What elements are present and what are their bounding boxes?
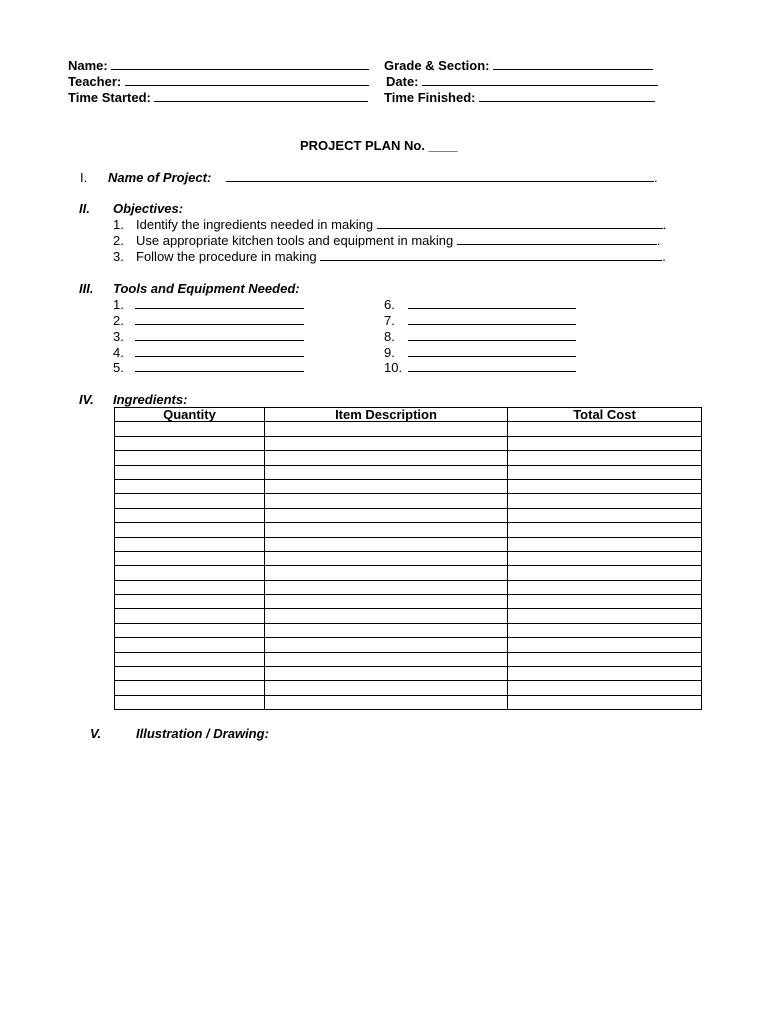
item-description-cell[interactable] (265, 638, 508, 652)
total-cost-cell[interactable] (508, 465, 702, 479)
time-finished-label: Time Finished: (384, 90, 476, 105)
quantity-cell[interactable] (115, 566, 265, 580)
total-cost-cell[interactable] (508, 551, 702, 565)
quantity-cell[interactable] (115, 667, 265, 681)
tool-item (384, 297, 576, 313)
tool-blank[interactable] (408, 313, 576, 325)
item-description-cell[interactable] (265, 623, 508, 637)
tool-number: 1. (113, 297, 124, 312)
quantity-cell[interactable] (115, 451, 265, 465)
tool-item (113, 360, 304, 376)
name-field (68, 58, 369, 74)
quantity-cell[interactable] (115, 695, 265, 709)
tool-number: 3. (113, 329, 124, 344)
quantity-cell[interactable] (115, 436, 265, 450)
page-title: PROJECT PLAN No. ____ (300, 138, 458, 153)
quantity-cell[interactable] (115, 523, 265, 537)
item-description-cell[interactable] (265, 436, 508, 450)
drawing-area[interactable] (90, 748, 700, 998)
section-3-number: III. (79, 281, 94, 296)
tool-blank[interactable] (408, 329, 576, 341)
item-description-cell[interactable] (265, 566, 508, 580)
tool-blank[interactable] (408, 345, 576, 357)
item-description-cell[interactable] (265, 494, 508, 508)
time-started-blank[interactable] (154, 90, 368, 102)
time-started-field (68, 90, 368, 106)
total-cost-cell[interactable] (508, 681, 702, 695)
item-description-cell[interactable] (265, 551, 508, 565)
objective-3-period: . (662, 249, 666, 264)
time-started-label: Time Started: (68, 90, 151, 105)
table-row (115, 695, 702, 709)
total-cost-cell[interactable] (508, 422, 702, 436)
table-row (115, 465, 702, 479)
item-description-cell[interactable] (265, 695, 508, 709)
quantity-cell[interactable] (115, 537, 265, 551)
grade-section-field (384, 58, 653, 74)
tool-number: 8. (384, 329, 395, 344)
item-description-cell[interactable] (265, 422, 508, 436)
tool-blank[interactable] (135, 360, 304, 372)
tool-blank[interactable] (408, 297, 576, 309)
total-cost-cell[interactable] (508, 537, 702, 551)
objective-2 (136, 233, 661, 249)
total-cost-cell[interactable] (508, 595, 702, 609)
section-3-label: Tools and Equipment Needed: (113, 281, 300, 296)
item-description-cell[interactable] (265, 681, 508, 695)
table-row (115, 523, 702, 537)
total-cost-cell[interactable] (508, 695, 702, 709)
total-cost-cell[interactable] (508, 494, 702, 508)
teacher-label: Teacher: (68, 74, 122, 89)
objective-3 (136, 249, 666, 265)
total-cost-cell[interactable] (508, 566, 702, 580)
quantity-cell[interactable] (115, 609, 265, 623)
total-cost-cell[interactable] (508, 638, 702, 652)
objective-2-period: . (656, 233, 661, 248)
tool-item (384, 345, 576, 361)
section-2-label: Objectives: (113, 201, 184, 216)
section-1-label: Name of Project: (108, 170, 212, 185)
quantity-cell[interactable] (115, 681, 265, 695)
item-description-cell[interactable] (265, 609, 508, 623)
tool-number: 10. (384, 360, 403, 375)
tool-blank[interactable] (135, 329, 304, 341)
item-description-cell[interactable] (265, 479, 508, 493)
item-description-cell[interactable] (265, 537, 508, 551)
quantity-cell[interactable] (115, 638, 265, 652)
item-description-cell[interactable] (265, 508, 508, 522)
teacher-field (68, 74, 369, 90)
tool-blank[interactable] (408, 360, 576, 372)
grade-section-label: Grade & Section: (384, 58, 490, 73)
table-row (115, 479, 702, 493)
quantity-cell[interactable] (115, 551, 265, 565)
tool-item (384, 329, 576, 345)
table-row (115, 494, 702, 508)
tool-blank[interactable] (135, 345, 304, 357)
quantity-cell[interactable] (115, 465, 265, 479)
tool-blank[interactable] (135, 297, 304, 309)
project-name-period: . (654, 170, 658, 185)
quantity-cell[interactable] (115, 580, 265, 594)
teacher-blank[interactable] (125, 74, 369, 86)
objective-3-number: 3. (113, 249, 124, 264)
total-cost-cell[interactable] (508, 436, 702, 450)
quantity-cell[interactable] (115, 623, 265, 637)
table-row (115, 508, 702, 522)
objective-1-period: . (662, 217, 667, 232)
objective-3-blank[interactable] (320, 249, 662, 261)
item-description-cell[interactable] (265, 595, 508, 609)
section-4-label: Ingredients: (113, 392, 188, 407)
table-row (115, 422, 702, 436)
total-cost-header: Total Cost (508, 408, 702, 422)
table-row (115, 623, 702, 637)
total-cost-cell[interactable] (508, 523, 702, 537)
tool-number: 4. (113, 345, 124, 360)
time-finished-blank[interactable] (479, 90, 655, 102)
date-field (386, 74, 658, 90)
tool-item (113, 297, 304, 313)
table-header-row (115, 408, 702, 422)
tool-number: 6. (384, 297, 395, 312)
project-name-field (226, 170, 658, 186)
total-cost-cell[interactable] (508, 479, 702, 493)
table-row (115, 580, 702, 594)
objective-1-number: 1. (113, 217, 124, 232)
ingredients-table-body (115, 422, 702, 710)
tool-number: 2. (113, 313, 124, 328)
section-4-number: IV. (79, 392, 94, 407)
objective-2-text: Use appropriate kitchen tools and equipment in making (136, 233, 454, 248)
objective-2-blank[interactable] (457, 233, 657, 245)
tool-number: 7. (384, 313, 395, 328)
tool-item (113, 329, 304, 345)
table-row (115, 436, 702, 450)
item-description-cell[interactable] (265, 465, 508, 479)
item-description-cell[interactable] (265, 451, 508, 465)
name-blank[interactable] (111, 58, 369, 70)
total-cost-cell[interactable] (508, 652, 702, 666)
table-row (115, 595, 702, 609)
total-cost-cell[interactable] (508, 623, 702, 637)
total-cost-cell[interactable] (508, 508, 702, 522)
quantity-cell[interactable] (115, 422, 265, 436)
tool-item (113, 345, 304, 361)
table-row (115, 681, 702, 695)
date-blank[interactable] (422, 74, 658, 86)
objective-1 (136, 217, 666, 233)
table-row (115, 638, 702, 652)
tool-blank[interactable] (135, 313, 304, 325)
total-cost-cell[interactable] (508, 609, 702, 623)
section-1-number: I. (80, 170, 88, 185)
table-row (115, 609, 702, 623)
time-finished-field (384, 90, 655, 106)
table-row (115, 451, 702, 465)
quantity-header: Quantity (115, 408, 265, 422)
section-5-number: V. (90, 726, 102, 741)
item-description-cell[interactable] (265, 667, 508, 681)
tool-number: 9. (384, 345, 395, 360)
quantity-cell[interactable] (115, 479, 265, 493)
section-5-label: Illustration / Drawing: (136, 726, 269, 741)
tool-item (384, 360, 576, 376)
objective-1-blank[interactable] (377, 217, 663, 229)
quantity-cell[interactable] (115, 508, 265, 522)
ingredients-table (114, 407, 702, 710)
objective-3-text: Follow the procedure in making (136, 249, 317, 264)
table-row (115, 551, 702, 565)
table-row (115, 667, 702, 681)
item-description-header: Item Description (265, 408, 508, 422)
item-description-cell[interactable] (265, 580, 508, 594)
tool-item (113, 313, 304, 329)
tool-item (384, 313, 576, 329)
total-cost-cell[interactable] (508, 451, 702, 465)
objective-2-number: 2. (113, 233, 124, 248)
quantity-cell[interactable] (115, 652, 265, 666)
date-label: Date: (386, 74, 419, 89)
section-2-number: II. (79, 201, 90, 216)
total-cost-cell[interactable] (508, 667, 702, 681)
tool-number: 5. (113, 360, 124, 375)
total-cost-cell[interactable] (508, 580, 702, 594)
table-row (115, 652, 702, 666)
item-description-cell[interactable] (265, 652, 508, 666)
name-label: Name: (68, 58, 108, 73)
table-row (115, 566, 702, 580)
grade-section-blank[interactable] (493, 58, 653, 70)
project-name-blank[interactable] (226, 170, 654, 182)
quantity-cell[interactable] (115, 595, 265, 609)
objective-1-text: Identify the ingredients needed in making (136, 217, 374, 232)
table-row (115, 537, 702, 551)
item-description-cell[interactable] (265, 523, 508, 537)
quantity-cell[interactable] (115, 494, 265, 508)
